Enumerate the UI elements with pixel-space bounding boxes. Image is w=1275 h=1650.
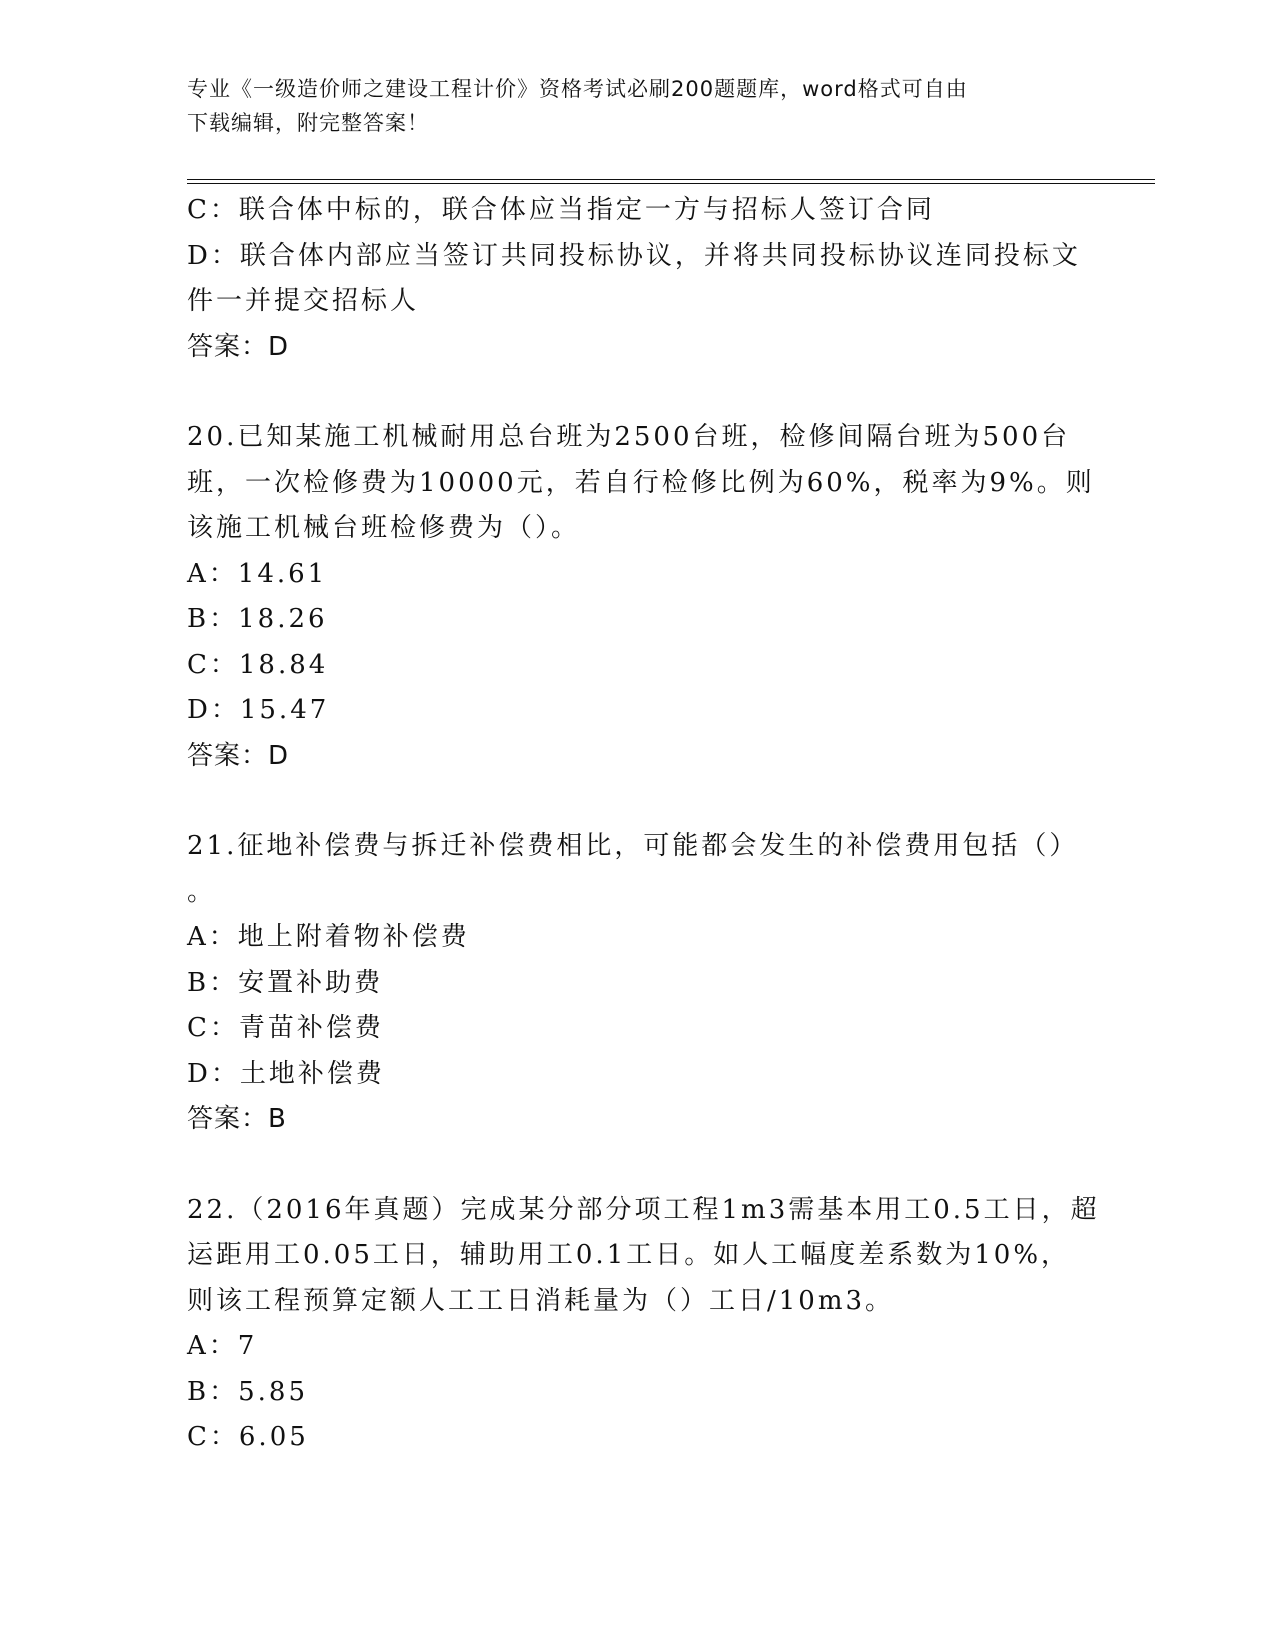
q21-stem-line-2: 。 bbox=[187, 876, 217, 907]
q22-option-b: B：5.85 bbox=[187, 1376, 308, 1407]
page-header bbox=[187, 72, 1067, 140]
q21-option-a: A：地上附着物补偿费 bbox=[187, 922, 470, 952]
q20-option-c: C：18.84 bbox=[187, 649, 329, 680]
q20-option-d: D：15.47 bbox=[187, 695, 330, 725]
q21-option-d: D：土地补偿费 bbox=[187, 1058, 385, 1089]
header-rule-bottom bbox=[187, 183, 1155, 184]
q21-answer: 答案：B bbox=[187, 1104, 287, 1134]
header-line-2: 下载编辑，附完整答案！ bbox=[187, 111, 429, 135]
q20-stem-line-3: 该施工机械台班检修费为（）。 bbox=[187, 513, 581, 543]
q19-option-c: C：联合体中标的，联合体应当指定一方与招标人签订合同 bbox=[187, 195, 935, 225]
q20-answer: 答案：D bbox=[187, 740, 290, 771]
q22-stem-line-3: 则该工程预算定额人工工日消耗量为（）工日/10m3。 bbox=[187, 1285, 895, 1316]
q20-option-a: A：14.61 bbox=[187, 558, 328, 589]
q21-stem-line-1: 21.征地补偿费与拆迁补偿费相比，可能都会发生的补偿费用包括（） bbox=[187, 831, 1079, 861]
q19-option-d-line-2: 件一并提交招标人 bbox=[187, 286, 420, 316]
header-line-1: 专业《一级造价师之建设工程计价》资格考试必刷200题题库，word格式可自由 bbox=[187, 77, 968, 101]
q22-option-c: C：6.05 bbox=[187, 1422, 309, 1452]
question-20 bbox=[187, 415, 1095, 779]
q19-answer: 答案：D bbox=[187, 331, 290, 362]
q21-option-c: C：青苗补偿费 bbox=[187, 1013, 384, 1043]
document-body bbox=[187, 188, 1100, 1461]
q21-option-b: B：安置补助费 bbox=[187, 967, 384, 998]
question-22 bbox=[187, 1188, 1100, 1461]
q22-stem-line-1: 22.（2016年真题）完成某分部分项工程1m3需基本用工0.5工日，超 bbox=[187, 1194, 1100, 1225]
q19-option-d-line-1: D：联合体内部应当签订共同投标协议，并将共同投标协议连同投标文 bbox=[187, 240, 1081, 271]
q22-option-a: A：7 bbox=[187, 1331, 258, 1361]
question-21 bbox=[187, 824, 1087, 1143]
q20-stem-line-2: 班，一次检修费为10000元，若自行检修比例为60%，税率为9%。则 bbox=[187, 467, 1095, 498]
q22-stem-line-2: 运距用工0.05工日，辅助用工0.1工日。如人工幅度差系数为10%， bbox=[187, 1240, 1071, 1270]
spacer bbox=[187, 370, 1087, 415]
q20-option-b: B：18.26 bbox=[187, 604, 328, 634]
header-rule-top bbox=[187, 179, 1155, 180]
spacer bbox=[187, 779, 1087, 824]
spacer bbox=[187, 1143, 1087, 1188]
q20-stem-line-1: 20.已知某施工机械耐用总台班为2500台班，检修间隔台班为500台 bbox=[187, 422, 1071, 452]
question-19-continued bbox=[187, 188, 1087, 370]
